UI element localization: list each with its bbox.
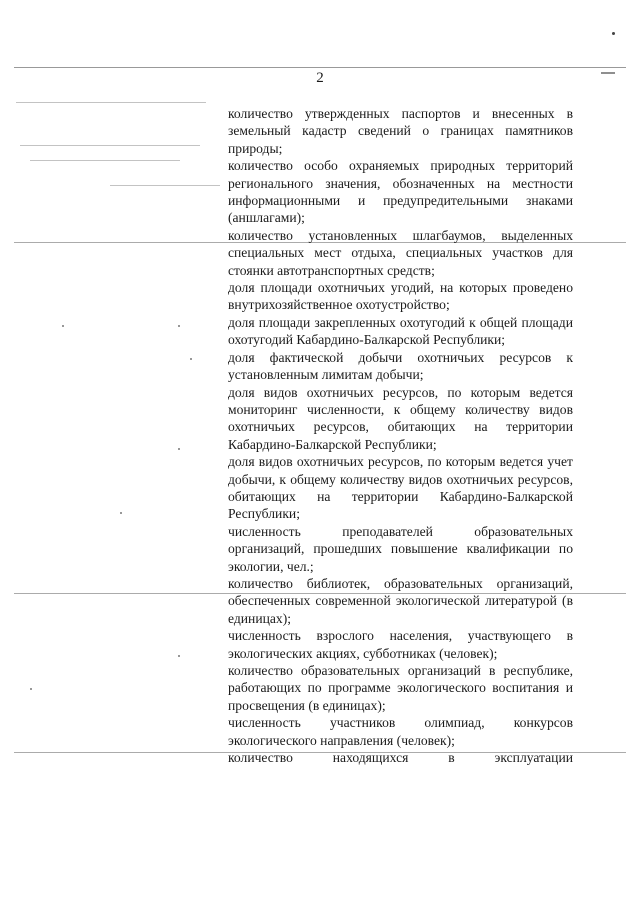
scan-speck [178,448,180,450]
scan-speck [178,325,180,327]
indicator-paragraph: количество установленных шлагбаумов, выделенных специальных мест отдыха, специальных участков для стоянки автотранспортных средств; [228,227,573,278]
indicator-paragraph: количество утвержденных паспортов и внесенных в земельный кадастр сведений о границах памятников природы; [228,106,573,156]
indicator-paragraph: количество находящихся в эксплуатации [228,750,573,766]
scan-noise [16,102,206,103]
page-number: 2 [316,70,324,86]
indicator-paragraph: доля видов охотничьих ресурсов, по которым ведется мониторинг численности, к общему количеству видов охотничьих ресурсов, обитающих на территории Кабардино-Балкарской Республики; [228,384,573,452]
scan-speck [62,325,64,327]
scan-speck [120,512,122,514]
indicator-paragraph: доля видов охотничьих ресурсов, по которым ведется учет добычи, к общему количеству видов охотничьих ресурсов, обитающих на территории Кабардино-Балкарской Республики; [228,454,573,522]
scan-speck [190,358,192,360]
scan-speck [30,688,32,690]
indicator-paragraph: количество образовательных организаций в республике, работающих по программе экологического воспитания и просвещения (в единицах); [228,663,573,713]
scan-noise [30,160,180,161]
scan-noise [20,145,200,146]
scan-speck [178,655,180,657]
indicator-paragraph: доля фактической добычи охотничьих ресурсов к установленным лимитам добычи; [228,349,573,383]
indicator-paragraph: численность преподавателей образовательных организаций, прошедших повышение квалификации по экологии, чел.; [228,523,573,574]
indicator-paragraph: численность участников олимпиад, конкурсов экологического направления (человек); [228,715,573,748]
indicator-paragraph: доля площади закрепленных охотугодий к общей площади охотугодий Кабардино-Балкарской Республики; [228,314,573,348]
indicator-paragraph: количество особо охраняемых природных территорий регионального значения, обозначенных на местности информационными и предупредительными знаками (аншлагами); [228,158,573,226]
scan-noise [110,185,220,186]
scan-speck [612,32,615,35]
document-body [228,105,573,766]
indicator-paragraph: доля площади охотничьих угодий, на которых проведено внутрихозяйственное охотустройство; [228,280,573,313]
indicator-paragraph: численность взрослого населения, участвующего в экологических акциях, субботниках (человек); [228,628,573,661]
indicator-paragraph: количество библиотек, образовательных организаций, обеспеченных современной экологической литературой (в единицах); [228,575,573,626]
header-rule [14,67,626,68]
